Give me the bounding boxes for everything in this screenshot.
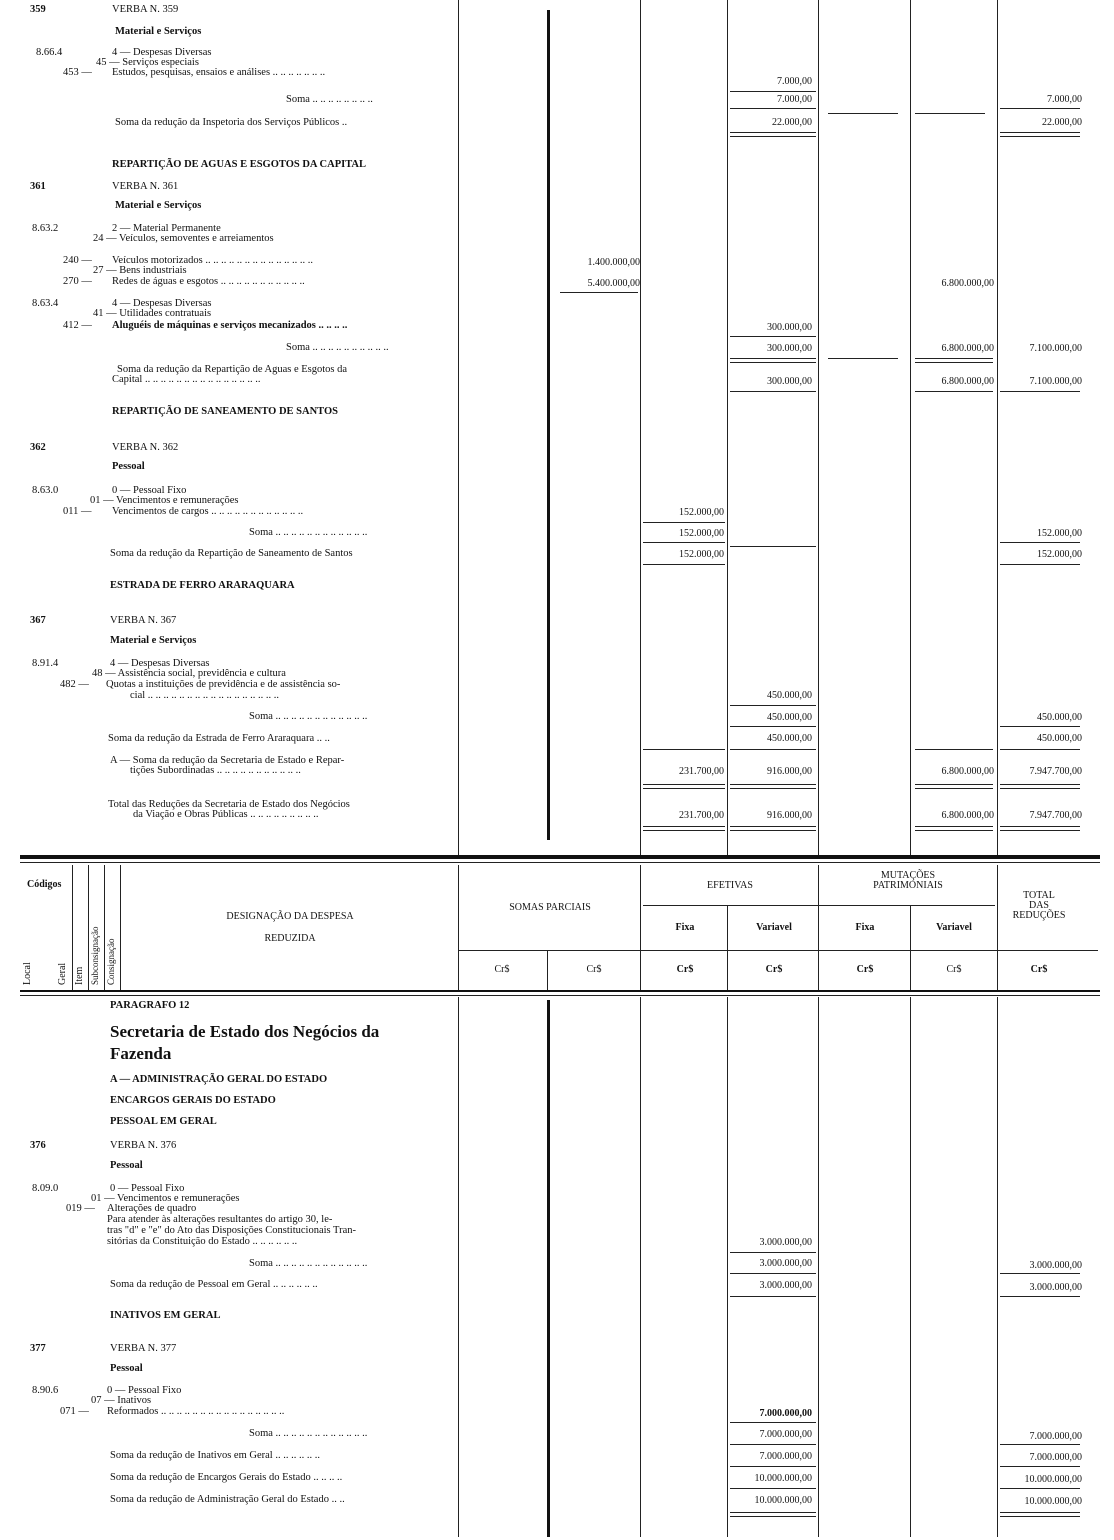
value-parcial: 5.400.000,00 <box>587 278 640 289</box>
code-label: 412 — <box>63 320 92 331</box>
rule <box>1000 726 1080 727</box>
rule <box>1000 564 1080 565</box>
value-var: 7.000.000,00 <box>759 1429 812 1440</box>
header-variavel: Variavel <box>756 922 792 933</box>
rule <box>730 788 816 789</box>
value-total: 450.000,00 <box>1037 733 1082 744</box>
value-total: 450.000,00 <box>1037 712 1082 723</box>
hdr-col <box>640 865 641 990</box>
rule <box>730 1516 816 1517</box>
value-var: 10.000.000,00 <box>754 1495 812 1506</box>
hdr-rule <box>104 865 105 990</box>
header-top-rule-2 <box>20 862 1100 863</box>
item-label: sitórias da Constituição do Estado .. .. .. .. .. .. <box>107 1236 298 1247</box>
rule <box>1000 391 1080 392</box>
hdr-rule <box>120 865 121 990</box>
rule <box>915 749 993 750</box>
value-fixa: 231.700,00 <box>679 766 724 777</box>
col-rule-fixa <box>727 0 728 855</box>
rule <box>730 749 816 750</box>
rule <box>1000 108 1080 109</box>
section-label: Material e Serviços <box>110 635 197 646</box>
header-consignacao: Consignação <box>106 938 116 985</box>
rule <box>730 132 816 133</box>
value-mut: 6.800.000,00 <box>941 278 994 289</box>
code-label: 071 — <box>60 1406 89 1417</box>
soma-label: Soma da redução da Estrada de Ferro Araraquara .. .. <box>108 733 330 744</box>
value-total: 3.000.000,00 <box>1029 1260 1082 1271</box>
section-label: Pessoal <box>110 1363 143 1374</box>
value-var: 7.000,00 <box>777 94 812 105</box>
value-var: 916.000,00 <box>767 766 812 777</box>
code-label: 240 — <box>63 255 92 266</box>
code-label: 011 — <box>63 506 92 517</box>
col-rule-var <box>818 997 819 1537</box>
verba-code: 367 <box>30 615 46 626</box>
header-reduzida: REDUZIDA <box>264 933 316 944</box>
soma-label: Capital .. .. .. .. .. .. .. .. .. .. .. .. .. .. .. <box>112 374 261 385</box>
value-var: 300.000,00 <box>767 376 812 387</box>
verba-title: VERBA N. 361 <box>112 181 179 192</box>
value-var: 7.000.000,00 <box>759 1408 812 1419</box>
rule <box>730 1444 816 1445</box>
header-fixa: Fixa <box>675 922 695 933</box>
value-mut: 6.800.000,00 <box>941 343 994 354</box>
section-heading: REPARTIÇÃO DE SANEAMENTO DE SANTOS <box>112 406 339 417</box>
hdr-col <box>458 865 459 990</box>
code-label: 019 — <box>66 1203 95 1214</box>
item-label: 01 — Vencimentos e remunerações <box>90 495 239 506</box>
hdr-rule <box>72 865 73 990</box>
verba-title: VERBA N. 367 <box>110 615 177 626</box>
code-label: 8.63.0 <box>32 485 59 496</box>
header-subconsignacao: Subconsignação <box>90 926 100 985</box>
rule <box>730 784 816 785</box>
rule <box>1000 788 1080 789</box>
rule <box>1000 136 1080 137</box>
item-label: Veículos motorizados .. .. .. .. .. .. .. .. .. .. .. .. .. .. <box>112 255 313 266</box>
value-var: 22.000,00 <box>772 117 812 128</box>
header-codigos: Códigos <box>27 879 62 890</box>
soma-label: Soma da redução da Inspetoria dos Serviços Públicos .. <box>115 117 348 128</box>
section-heading: INATIVOS EM GERAL <box>110 1310 221 1321</box>
hdr-col <box>818 865 819 990</box>
hdr-col <box>547 950 548 990</box>
rule <box>1000 1516 1080 1517</box>
verba-code: 362 <box>30 442 46 453</box>
item-label: 4 — Despesas Diversas <box>112 47 212 58</box>
rule <box>915 784 993 785</box>
header-reducoes: REDUÇÕES <box>1012 910 1066 921</box>
rule <box>730 358 816 359</box>
value-fixa: 231.700,00 <box>679 810 724 821</box>
header-currency: Cr$ <box>586 964 602 975</box>
header-currency: Cr$ <box>856 964 874 975</box>
value-mut: 6.800.000,00 <box>941 376 994 387</box>
rule <box>1000 132 1080 133</box>
value-fixa: 152.000,00 <box>679 528 724 539</box>
rule <box>643 564 725 565</box>
item-label: Redes de águas e esgotos .. .. .. .. .. .. .. .. .. .. .. <box>112 276 305 287</box>
rule <box>730 391 816 392</box>
soma-label: Soma da redução de Inativos em Geral .. .. .. .. .. .. <box>110 1450 320 1461</box>
code-label: 270 — <box>63 276 92 287</box>
rule <box>1000 1273 1080 1274</box>
rule <box>915 391 993 392</box>
secretaria-title: Fazenda <box>110 1044 172 1063</box>
soma-label: Soma .. .. .. .. .. .. .. .. .. .. .. .. <box>249 1258 368 1269</box>
value-total: 7.947.700,00 <box>1029 766 1082 777</box>
rule <box>730 830 816 831</box>
header-item: Item <box>74 966 85 985</box>
hdr-rule <box>458 950 1098 951</box>
header-somas-parciais: SOMAS PARCIAIS <box>509 902 591 913</box>
item-label: 4 — Despesas Diversas <box>112 298 212 309</box>
value-total: 152.000,00 <box>1037 549 1082 560</box>
rule <box>1000 1466 1080 1467</box>
item-label: 01 — Vencimentos e remunerações <box>91 1193 240 1204</box>
rule <box>730 1296 816 1297</box>
rule <box>643 542 725 543</box>
header-patrimoniais: PATRIMONIAIS <box>873 880 943 891</box>
rule <box>1000 1444 1080 1445</box>
soma-label: Soma .. .. .. .. .. .. .. .. .. .. .. .. <box>249 1428 368 1439</box>
item-label: 0 — Pessoal Fixo <box>110 1183 185 1194</box>
col-rule-mfixa <box>910 0 911 855</box>
soma-label: Soma da redução da Repartição de Saneamento de Santos <box>110 548 353 559</box>
header-total: TOTAL <box>1023 890 1055 901</box>
rule <box>730 1252 816 1253</box>
item-label: 24 — Veículos, semoventes e arreiamentos <box>93 233 274 244</box>
value-var: 7.000,00 <box>777 76 812 87</box>
rule <box>730 1273 816 1274</box>
section-label: Pessoal <box>110 1160 143 1171</box>
secretaria-title: Secretaria de Estado dos Negócios da <box>110 1022 380 1041</box>
rule <box>915 113 985 114</box>
item-label: Quotas a instituições de previdência e de assistência so- <box>106 679 341 690</box>
col-rule-desc <box>458 0 459 855</box>
item-label: Estudos, pesquisas, ensaios e análises .. .. .. .. .. .. .. <box>112 67 326 78</box>
header-fixa: Fixa <box>855 922 875 933</box>
rule <box>1000 1512 1080 1513</box>
verba-title: VERBA N. 376 <box>110 1140 177 1151</box>
col-rule-parc2 <box>640 0 641 855</box>
header-variavel: Variavel <box>936 922 972 933</box>
value-var: 300.000,00 <box>767 343 812 354</box>
item-label: 41 — Utilidades contratuais <box>93 308 212 319</box>
item-label: Alterações de quadro <box>107 1203 197 1214</box>
col-rule-mvar <box>997 997 998 1537</box>
paragrafo-heading: PARAGRAFO 12 <box>110 1000 190 1011</box>
header-das: DAS <box>1028 900 1049 911</box>
soma-label: Soma .. .. .. .. .. .. .. .. <box>286 94 373 105</box>
item-label: cial .. .. .. .. .. .. .. .. .. .. .. .. .. .. .. .. .. <box>130 690 280 701</box>
rule <box>1000 784 1080 785</box>
value-var: 300.000,00 <box>767 322 812 333</box>
value-total: 7.100.000,00 <box>1029 343 1082 354</box>
soma-label: Soma .. .. .. .. .. .. .. .. .. .. .. .. <box>249 527 368 538</box>
rule <box>915 788 993 789</box>
item-label: 0 — Pessoal Fixo <box>107 1385 182 1396</box>
value-var: 450.000,00 <box>767 733 812 744</box>
section-heading: ESTRADA DE FERRO ARARAQUARA <box>110 580 295 591</box>
header-geral: Geral <box>57 962 68 985</box>
code-label: 8.66.4 <box>36 47 63 58</box>
header-currency: Cr$ <box>676 964 694 975</box>
item-label: 27 — Bens industriais <box>93 265 187 276</box>
hdr-rule <box>643 905 995 906</box>
item-label: 4 — Despesas Diversas <box>110 658 210 669</box>
header-bottom-rule-2 <box>20 995 1100 996</box>
col-rule-fixa <box>727 997 728 1537</box>
section-label: Pessoal <box>112 461 145 472</box>
rule <box>643 784 725 785</box>
value-total: 10.000.000,00 <box>1024 1474 1082 1485</box>
value-total: 7.000,00 <box>1047 94 1082 105</box>
col-rule-parc2 <box>640 997 641 1537</box>
code-label: 8.90.6 <box>32 1385 59 1396</box>
total-label: Total das Reduções da Secretaria de Estado dos Negócios <box>108 799 350 810</box>
header-top-rule <box>20 855 1100 859</box>
soma-label: Soma .. .. .. .. .. .. .. .. .. .. <box>286 342 389 353</box>
item-label: Para atender às alterações resultantes do artigo 30, le- <box>107 1214 333 1225</box>
soma-label: Soma da redução de Pessoal em Geral .. .. .. .. .. .. <box>110 1279 318 1290</box>
hdr-col <box>910 905 911 990</box>
code-label: 482 — <box>60 679 89 690</box>
rule <box>1000 542 1080 543</box>
soma-label: Soma da redução da Repartição de Aguas e Esgotos da <box>117 364 348 375</box>
value-parcial: 1.400.000,00 <box>587 257 640 268</box>
value-total: 3.000.000,00 <box>1029 1282 1082 1293</box>
soma-label: Soma .. .. .. .. .. .. .. .. .. .. .. .. <box>249 711 368 722</box>
header-designacao: DESIGNAÇÃO DA DESPESA <box>226 911 354 922</box>
header-currency: Cr$ <box>946 964 962 975</box>
header-local: Local <box>22 962 33 985</box>
item-label: 2 — Material Permanente <box>112 223 221 234</box>
rule <box>730 362 816 363</box>
verba-code: 359 <box>30 4 46 15</box>
item-label: 45 — Serviços especiais <box>96 57 199 68</box>
rule <box>643 788 725 789</box>
rule <box>1000 749 1080 750</box>
value-var: 10.000.000,00 <box>754 1473 812 1484</box>
rule <box>730 726 816 727</box>
section-heading: A — ADMINISTRAÇÃO GERAL DO ESTADO <box>110 1074 328 1085</box>
verba-code: 377 <box>30 1343 46 1354</box>
verba-title: VERBA N. 359 <box>112 4 179 15</box>
value-fixa: 152.000,00 <box>679 507 724 518</box>
item-label: Aluguéis de máquinas e serviços mecanizados .. .. .. .. <box>112 320 348 331</box>
value-total: 10.000.000,00 <box>1024 1496 1082 1507</box>
col-rule-mvar <box>997 0 998 855</box>
code-label: 8.91.4 <box>32 658 59 669</box>
value-var: 450.000,00 <box>767 690 812 701</box>
header-currency: Cr$ <box>494 964 510 975</box>
header-bottom-rule <box>20 990 1100 992</box>
rule <box>1000 1296 1080 1297</box>
section-heading: REPARTIÇÃO DE AGUAS E ESGOTOS DA CAPITAL <box>112 159 367 170</box>
rule <box>730 108 816 109</box>
code-label: 8.09.0 <box>32 1183 59 1194</box>
rule <box>643 749 725 750</box>
value-mut: 6.800.000,00 <box>941 810 994 821</box>
rule <box>730 705 816 706</box>
rule <box>828 358 898 359</box>
rule <box>730 1512 816 1513</box>
code-label: 8.63.2 <box>32 223 59 234</box>
value-var: 7.000.000,00 <box>759 1451 812 1462</box>
rule <box>1000 826 1080 827</box>
value-total: 7.000.000,00 <box>1029 1452 1082 1463</box>
rule <box>915 826 993 827</box>
value-var: 3.000.000,00 <box>759 1237 812 1248</box>
value-total: 152.000,00 <box>1037 528 1082 539</box>
rule <box>643 830 725 831</box>
rule <box>730 1422 816 1423</box>
value-var: 450.000,00 <box>767 712 812 723</box>
header-mutacoes: MUTAÇÕES <box>880 870 936 881</box>
hdr-rule <box>88 865 89 990</box>
verba-code: 361 <box>30 181 46 192</box>
value-var: 916.000,00 <box>767 810 812 821</box>
col-rule-desc <box>458 997 459 1537</box>
rule <box>828 113 898 114</box>
value-mut: 6.800.000,00 <box>941 766 994 777</box>
rule <box>730 1488 816 1489</box>
value-fixa: 152.000,00 <box>679 549 724 560</box>
rule <box>730 826 816 827</box>
soma-label: tições Subordinadas .. .. .. .. .. .. .. .. .. .. .. <box>130 765 301 776</box>
rule <box>643 522 725 523</box>
rule <box>915 358 993 359</box>
item-label: 07 — Inativos <box>91 1395 152 1406</box>
soma-label: A — Soma da redução da Secretaria de Estado e Repar- <box>110 755 345 766</box>
header-efetivas: EFETIVAS <box>707 880 753 891</box>
col-rule-var <box>818 0 819 855</box>
rule <box>915 830 993 831</box>
section-heading: PESSOAL EM GERAL <box>110 1116 217 1127</box>
code-label: 453 — <box>63 67 92 78</box>
rule <box>730 1466 816 1467</box>
hdr-col <box>997 865 998 990</box>
soma-label: Soma da redução de Administração Geral do Estado .. .. <box>110 1494 345 1505</box>
value-total: 7.000.000,00 <box>1029 1431 1082 1442</box>
col-rule-parc1 <box>547 10 550 840</box>
rule <box>1000 1488 1080 1489</box>
value-total: 7.100.000,00 <box>1029 376 1082 387</box>
verba-title: VERBA N. 362 <box>112 442 179 453</box>
item-label: tras "d" e "e" do Ato das Disposições Constitucionais Tran- <box>107 1225 357 1236</box>
section-heading: ENCARGOS GERAIS DO ESTADO <box>110 1095 276 1106</box>
rule <box>730 546 816 547</box>
rule <box>730 91 816 92</box>
section-label: Material e Serviços <box>115 26 202 37</box>
rule <box>730 336 816 337</box>
rule <box>560 292 638 293</box>
item-label: 0 — Pessoal Fixo <box>112 485 187 496</box>
soma-label: Soma da redução de Encargos Gerais do Estado .. .. .. .. <box>110 1472 343 1483</box>
verba-title: VERBA N. 377 <box>110 1343 177 1354</box>
hdr-col <box>727 905 728 990</box>
verba-code: 376 <box>30 1140 46 1151</box>
value-total: 22.000,00 <box>1042 117 1082 128</box>
value-var: 3.000.000,00 <box>759 1258 812 1269</box>
value-total: 7.947.700,00 <box>1029 810 1082 821</box>
value-var: 3.000.000,00 <box>759 1280 812 1291</box>
col-rule-mfixa <box>910 997 911 1537</box>
total-label: da Viação e Obras Públicas .. .. .. .. .. .. .. .. .. <box>133 809 319 820</box>
header-currency: Cr$ <box>1030 964 1048 975</box>
item-label: 48 — Assistência social, previdência e cultura <box>92 668 286 679</box>
code-label: 8.63.4 <box>32 298 59 309</box>
item-label: Vencimentos de cargos .. .. .. .. .. .. .. .. .. .. .. .. <box>112 506 304 517</box>
col-rule-parc1 <box>547 1000 550 1537</box>
rule <box>915 362 993 363</box>
header-currency: Cr$ <box>765 964 783 975</box>
rule <box>730 136 816 137</box>
section-label: Material e Serviços <box>115 200 202 211</box>
rule <box>643 826 725 827</box>
item-label: Reformados .. .. .. .. .. .. .. .. .. .. .. .. .. .. .. .. <box>107 1406 285 1417</box>
rule <box>1000 830 1080 831</box>
